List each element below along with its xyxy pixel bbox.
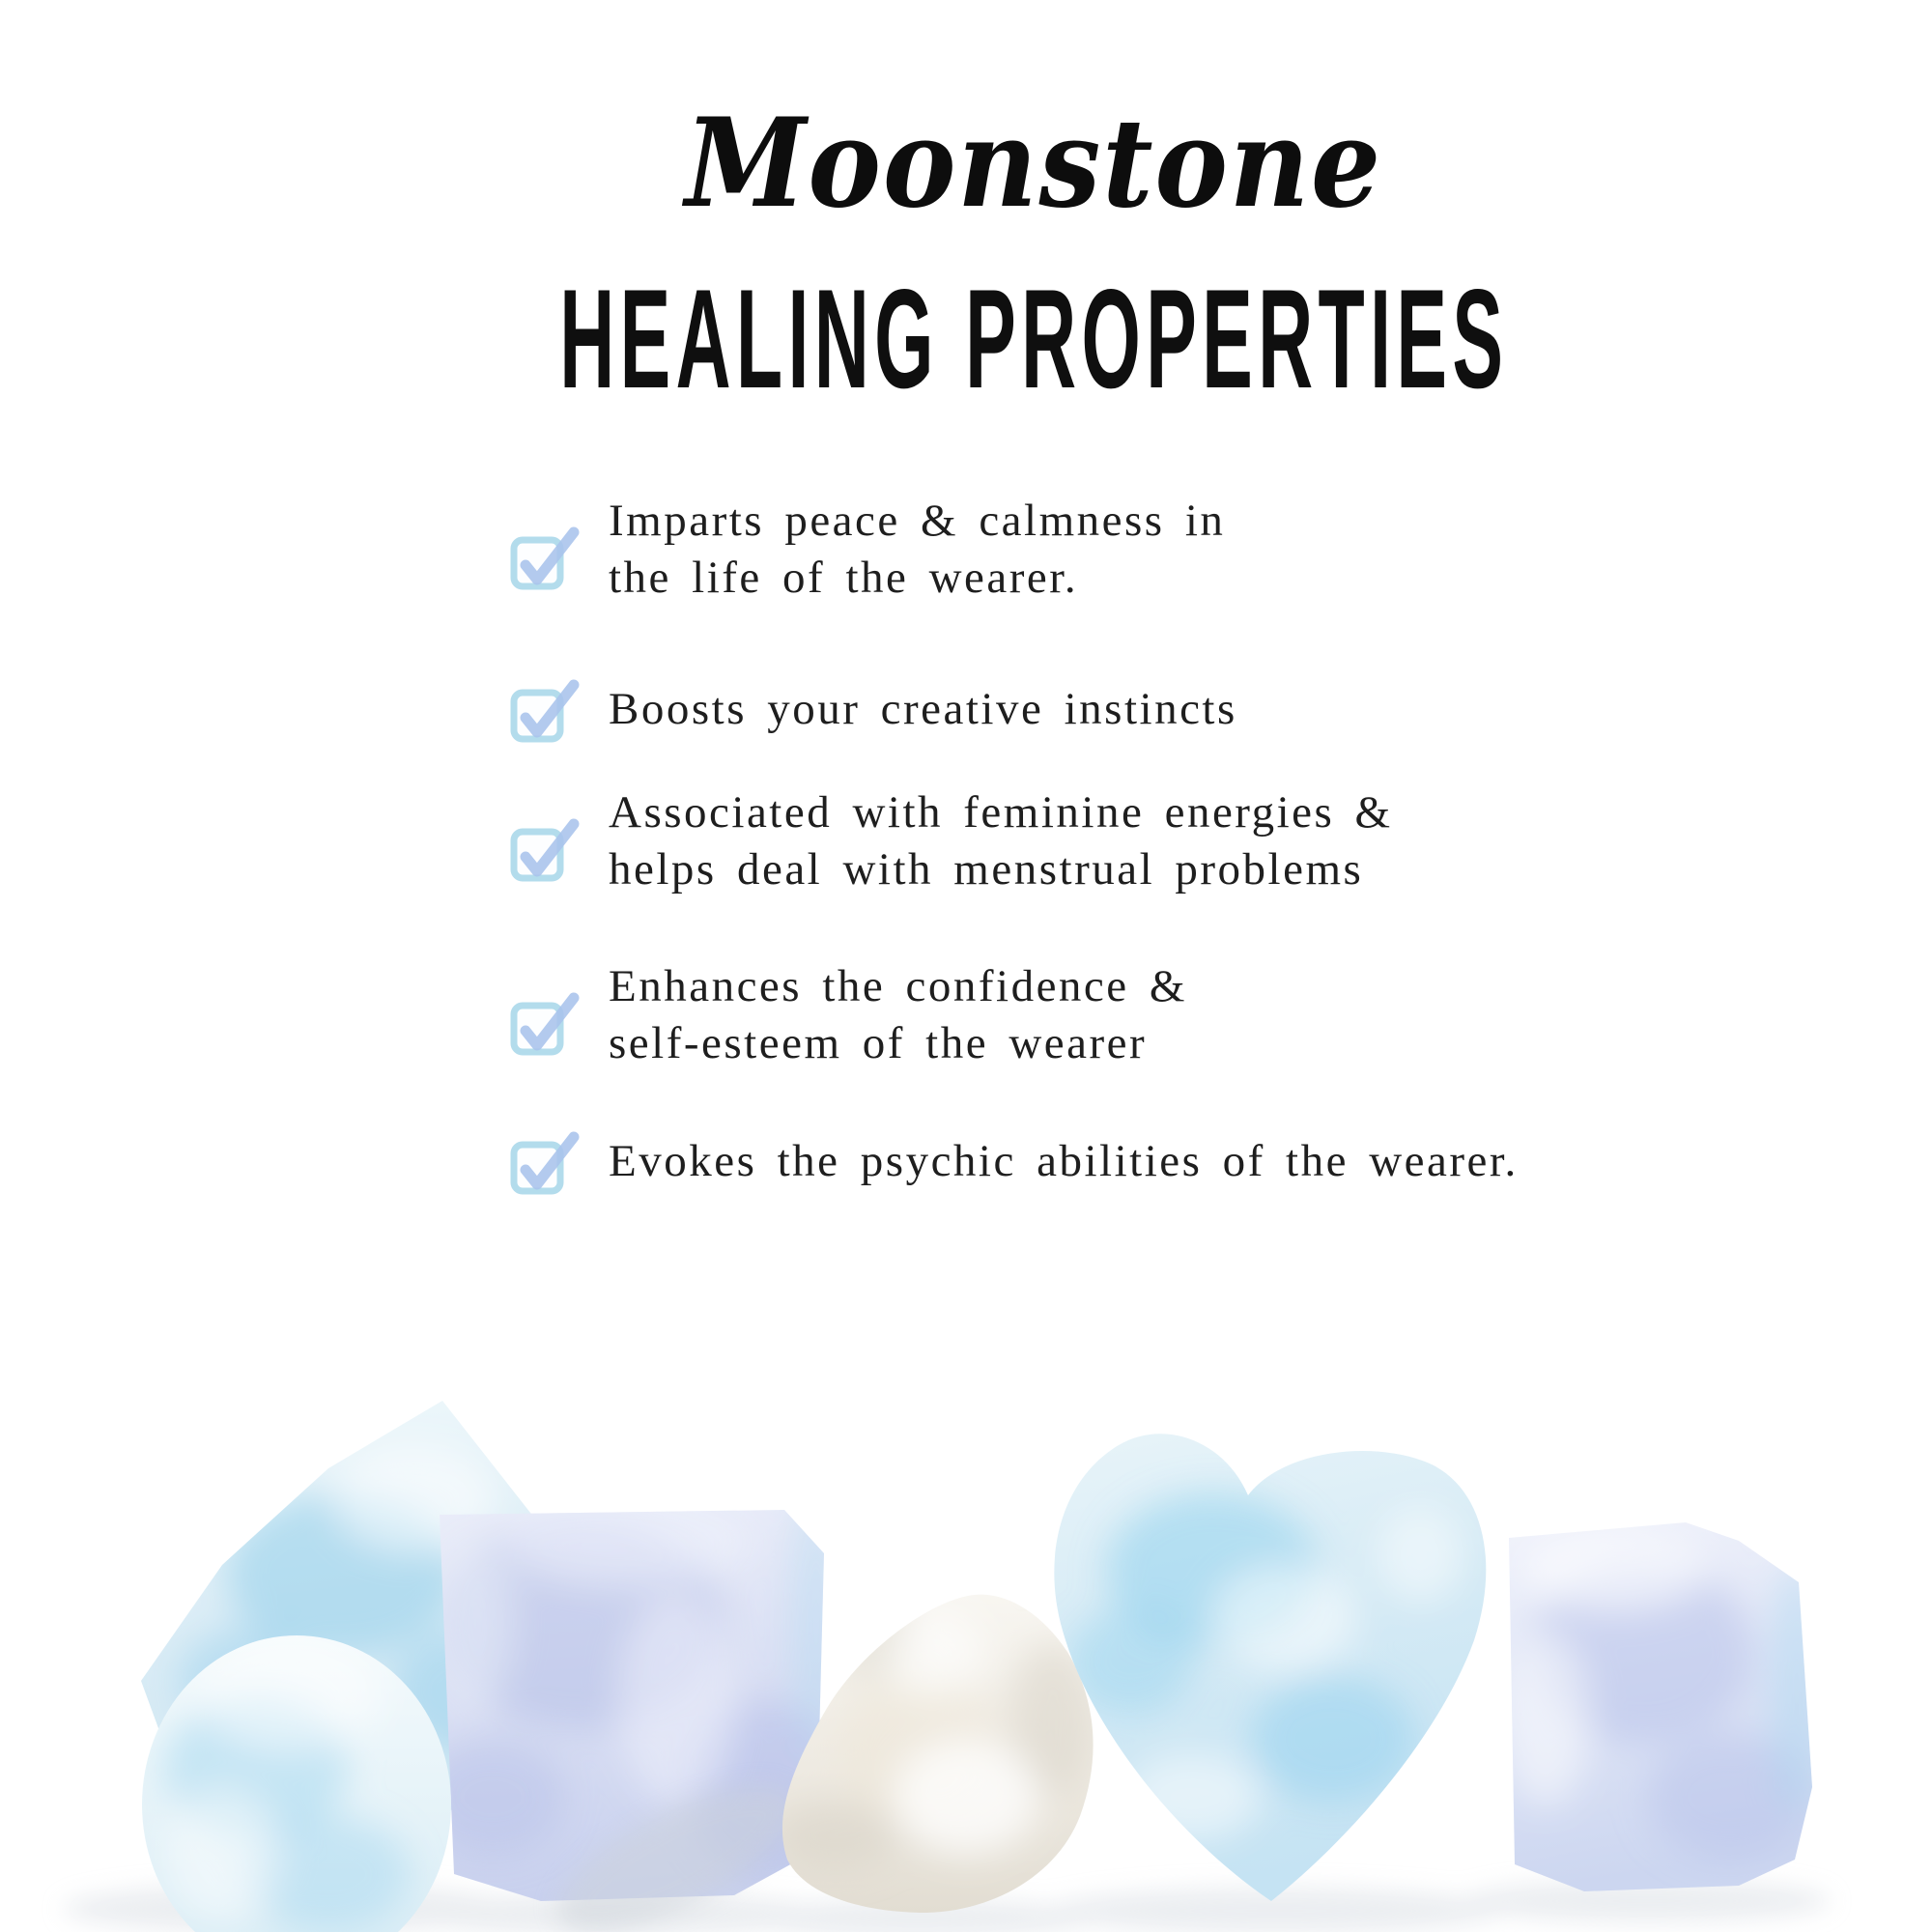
property-item-3	[510, 783, 1393, 899]
stone-square-cut	[1502, 1522, 1824, 1891]
stone-heart	[1054, 1434, 1486, 1901]
property-line: Associated with feminine energies &	[609, 787, 1393, 838]
property-item-2	[510, 680, 1237, 738]
page-title-text: Moonstone	[685, 92, 1382, 235]
property-item-5	[510, 1132, 1519, 1190]
checked-checkbox-icon	[510, 521, 582, 592]
page-subtitle	[68, 260, 1932, 417]
property-text	[609, 681, 1237, 738]
property-item-4	[510, 957, 1187, 1073]
checked-checkbox-icon	[510, 673, 582, 745]
property-line: Enhances the confidence &	[609, 961, 1187, 1011]
page-title	[68, 92, 1932, 235]
property-line: self-esteem of the wearer	[609, 1018, 1148, 1068]
checked-checkbox-icon	[510, 1125, 582, 1197]
checked-checkbox-icon	[510, 986, 582, 1058]
property-text	[609, 493, 1225, 607]
property-text	[609, 1133, 1519, 1190]
property-item-1	[510, 492, 1225, 608]
property-line: helps deal with menstrual problems	[609, 844, 1364, 895]
property-line: the life of the wearer.	[609, 553, 1079, 603]
property-text	[609, 958, 1187, 1072]
property-line: Boosts your creative instincts	[609, 683, 1237, 734]
property-text	[609, 784, 1393, 898]
property-line: Imparts peace & calmness in	[609, 496, 1226, 546]
page-subtitle-text: HEALING PROPERTIES	[558, 260, 1509, 417]
moonstone-gems-image	[0, 1333, 1932, 1932]
property-line: Evokes the psychic abilities of the wearer.	[609, 1135, 1519, 1186]
checked-checkbox-icon	[510, 812, 582, 884]
